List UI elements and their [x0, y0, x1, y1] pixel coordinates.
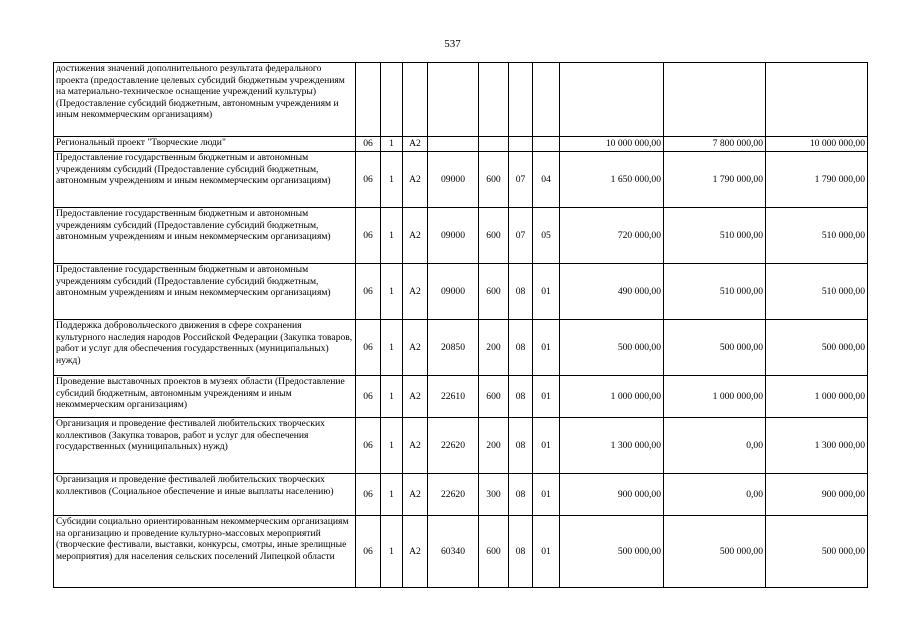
code-direction: 60340 [428, 516, 479, 588]
amount-year-3: 900 000,00 [766, 474, 868, 516]
amount-year-2: 500 000,00 [664, 320, 766, 376]
amount-year-3 [766, 63, 868, 137]
row-description: Предоставление государственным бюджетным и автономным учреждениям субсидий (Предоставление субсидий бюджетным, автономным учреждениям и иным некоммерческим организациям) [54, 264, 356, 320]
code-subsection [533, 137, 560, 152]
code-project: А2 [403, 137, 428, 152]
row-description: Субсидии социально ориентированным некоммерческим организациям на организацию и проведение культурно-массовых мероприятий (творческие фестивали, выставки, конкурсы, смотры, иные зрелищные мероприятия) для населения сельских поселений Липецкой области [54, 516, 356, 588]
table-row [54, 376, 868, 418]
code-subprogram: 1 [381, 152, 403, 208]
code-gp: 06 [356, 418, 381, 474]
code-expense-type [479, 137, 509, 152]
amount-year-3: 10 000 000,00 [766, 137, 868, 152]
row-description: Организация и проведение фестивалей любительских творческих коллективов (Социальное обеспечение и иные выплаты населению) [54, 474, 356, 516]
code-subsection: 01 [533, 516, 560, 588]
code-expense-type: 300 [479, 474, 509, 516]
amount-year-3: 1 300 000,00 [766, 418, 868, 474]
amount-year-1 [560, 63, 664, 137]
code-gp: 06 [356, 376, 381, 418]
code-project [403, 63, 428, 137]
code-subsection: 01 [533, 474, 560, 516]
amount-year-3: 510 000,00 [766, 264, 868, 320]
code-expense-type: 600 [479, 208, 509, 264]
row-description: Предоставление государственным бюджетным и автономным учреждениям субсидий (Предоставление субсидий бюджетным, автономным учреждениям и иным некоммерческим организациям) [54, 208, 356, 264]
code-project: А2 [403, 376, 428, 418]
code-gp [356, 63, 381, 137]
amount-year-2: 0,00 [664, 418, 766, 474]
amount-year-2: 0,00 [664, 474, 766, 516]
code-section: 07 [509, 152, 533, 208]
amount-year-3: 500 000,00 [766, 320, 868, 376]
code-expense-type: 600 [479, 264, 509, 320]
code-direction [428, 63, 479, 137]
table-row [54, 474, 868, 516]
code-subprogram: 1 [381, 376, 403, 418]
code-section: 08 [509, 474, 533, 516]
code-direction: 09000 [428, 264, 479, 320]
amount-year-2: 7 800 000,00 [664, 137, 766, 152]
amount-year-1: 1 000 000,00 [560, 376, 664, 418]
page-number: 537 [444, 38, 461, 50]
code-subsection: 01 [533, 418, 560, 474]
code-section: 08 [509, 376, 533, 418]
code-subsection: 01 [533, 320, 560, 376]
code-direction: 09000 [428, 152, 479, 208]
amount-year-3: 1 790 000,00 [766, 152, 868, 208]
table-row [54, 264, 868, 320]
code-project: А2 [403, 516, 428, 588]
amount-year-3: 500 000,00 [766, 516, 868, 588]
code-subprogram: 1 [381, 474, 403, 516]
code-subsection: 05 [533, 208, 560, 264]
table-row [54, 152, 868, 208]
code-section: 08 [509, 516, 533, 588]
code-subsection [533, 63, 560, 137]
row-description: Поддержка добровольческого движения в сфере сохранения культурного наследия народов Российской Федерации (Закупка товаров, работ и услуг для обеспечения государственных (муниципальных) нужд) [54, 320, 356, 376]
code-section [509, 63, 533, 137]
code-subprogram: 1 [381, 264, 403, 320]
row-description: Региональный проект "Творческие люди" [54, 137, 356, 152]
code-direction: 09000 [428, 208, 479, 264]
amount-year-1: 500 000,00 [560, 516, 664, 588]
code-direction [428, 137, 479, 152]
table-row [54, 63, 868, 137]
code-project: А2 [403, 320, 428, 376]
code-subprogram: 1 [381, 320, 403, 376]
code-project: А2 [403, 474, 428, 516]
code-expense-type: 200 [479, 418, 509, 474]
code-direction: 20850 [428, 320, 479, 376]
code-project: А2 [403, 418, 428, 474]
code-gp: 06 [356, 516, 381, 588]
code-expense-type: 600 [479, 152, 509, 208]
code-subprogram: 1 [381, 137, 403, 152]
table-row [54, 137, 868, 152]
table-row [54, 418, 868, 474]
code-direction: 22620 [428, 474, 479, 516]
code-subsection: 01 [533, 264, 560, 320]
code-subprogram: 1 [381, 516, 403, 588]
code-gp: 06 [356, 474, 381, 516]
code-project: А2 [403, 208, 428, 264]
code-section [509, 137, 533, 152]
amount-year-1: 1 650 000,00 [560, 152, 664, 208]
amount-year-1: 500 000,00 [560, 320, 664, 376]
amount-year-2: 1 790 000,00 [664, 152, 766, 208]
amount-year-3: 1 000 000,00 [766, 376, 868, 418]
amount-year-1: 1 300 000,00 [560, 418, 664, 474]
code-section: 08 [509, 418, 533, 474]
code-gp: 06 [356, 152, 381, 208]
table-row [54, 516, 868, 588]
table-row [54, 320, 868, 376]
code-direction: 22610 [428, 376, 479, 418]
code-subprogram: 1 [381, 208, 403, 264]
table-row [54, 208, 868, 264]
row-description: достижения значений дополнительного результата федерального проекта (предоставление целевых субсидий бюджетным учреждениям на материально-техническое оснащение учреждений культуры) (Предоставление субсидий бюджетным, автономным учреждениям и иным некоммерческим организациям) [54, 63, 356, 137]
amount-year-2: 510 000,00 [664, 208, 766, 264]
code-gp: 06 [356, 208, 381, 264]
code-section: 07 [509, 208, 533, 264]
amount-year-2: 1 000 000,00 [664, 376, 766, 418]
code-project: А2 [403, 264, 428, 320]
code-gp: 06 [356, 137, 381, 152]
code-expense-type: 600 [479, 376, 509, 418]
budget-table [53, 62, 868, 588]
code-expense-type: 600 [479, 516, 509, 588]
row-description: Предоставление государственным бюджетным и автономным учреждениям субсидий (Предоставление субсидий бюджетным, автономным учреждениям и иным некоммерческим организациям) [54, 152, 356, 208]
code-expense-type: 200 [479, 320, 509, 376]
row-description: Организация и проведение фестивалей любительских творческих коллективов (Закупка товаров, работ и услуг для обеспечения государственных (муниципальных) нужд) [54, 418, 356, 474]
code-section: 08 [509, 320, 533, 376]
code-direction: 22620 [428, 418, 479, 474]
amount-year-1: 490 000,00 [560, 264, 664, 320]
code-subprogram: 1 [381, 418, 403, 474]
amount-year-2: 510 000,00 [664, 264, 766, 320]
code-section: 08 [509, 264, 533, 320]
amount-year-2 [664, 63, 766, 137]
code-expense-type [479, 63, 509, 137]
code-subprogram [381, 63, 403, 137]
amount-year-1: 900 000,00 [560, 474, 664, 516]
code-subsection: 04 [533, 152, 560, 208]
code-gp: 06 [356, 320, 381, 376]
code-gp: 06 [356, 264, 381, 320]
amount-year-1: 720 000,00 [560, 208, 664, 264]
code-subsection: 01 [533, 376, 560, 418]
amount-year-1: 10 000 000,00 [560, 137, 664, 152]
code-project: А2 [403, 152, 428, 208]
row-description: Проведение выставочных проектов в музеях области (Предоставление субсидий бюджетным, автономным учреждениям и иным некоммерческим организациям) [54, 376, 356, 418]
amount-year-3: 510 000,00 [766, 208, 868, 264]
amount-year-2: 500 000,00 [664, 516, 766, 588]
